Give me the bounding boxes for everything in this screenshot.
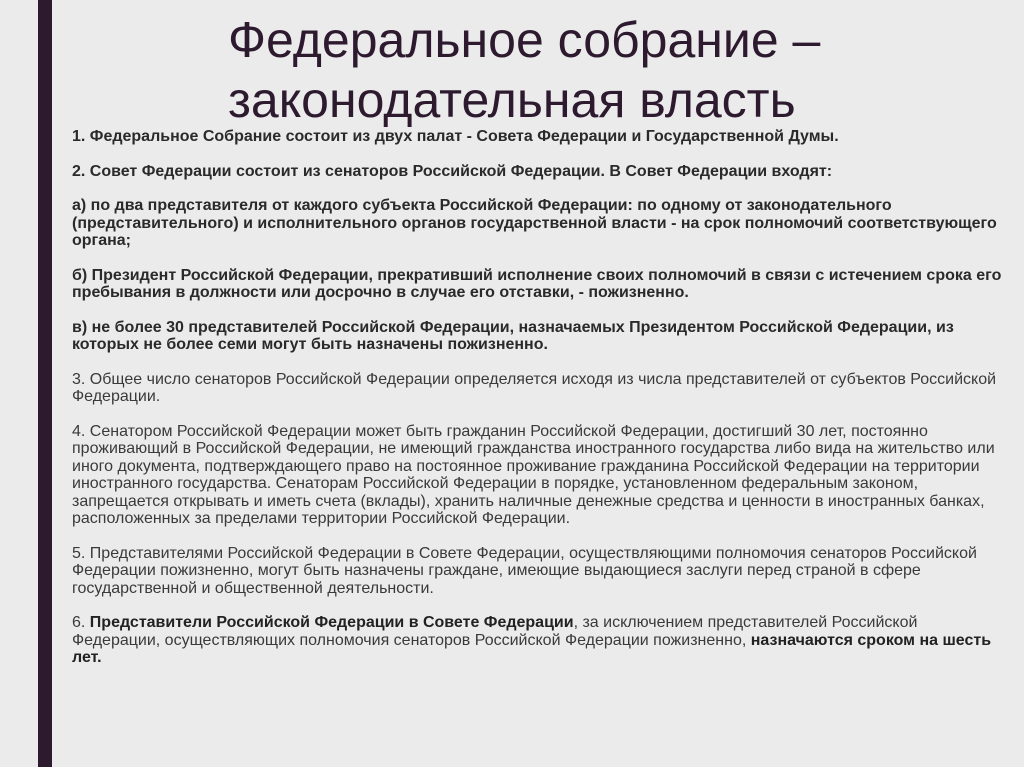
paragraph-2b: б) Президент Российской Федерации, прекративший исполнение своих полномочий в связи с истечением срока его пребывания в должности или досрочно в случае его отставки, - пожизненно. — [72, 266, 1002, 301]
paragraph-2: 2. Совет Федерации состоит из сенаторов Российской Федерации. В Совет Федерации входят: — [72, 162, 833, 180]
paragraph-6-number: 6. — [72, 614, 90, 631]
paragraph-2c: в) не более 30 представителей Российской Федерации, назначаемых Президентом Российской Федерации, из которых не более семи могут быть назначены пожизненно. — [72, 318, 954, 353]
paragraph-1: 1. Федеральное Собрание состоит из двух палат - Совета Федерации и Государственной Думы. — [72, 128, 839, 145]
slide-body — [72, 128, 1002, 684]
paragraph-2a: а) по два представителя от каждого субъекта Российской Федерации: по одному от законодательного (представительного) и исполнительного органов государственной власти - на срок полномочий соответствующего органа; — [72, 197, 997, 249]
paragraph-5: 5. Представителями Российской Федерации в Совете Федерации, осуществляющими полномочия сенаторов Российской Федерации пожизненно, могут быть назначены граждане, имеющие выдающиеся заслуги перед страной в сфере государственной и общественной деятельности. — [72, 544, 977, 597]
paragraph-6-middle: , за исключением представителей Российской Федерации, осуществляющих полномочия сенаторов Российской Федерации пожизненно, — [72, 614, 918, 649]
accent-side-bar — [38, 0, 52, 767]
paragraph-6 — [72, 614, 1002, 667]
slide-title — [228, 10, 988, 130]
paragraph-6-bold-end: назначаются сроком на шесть лет. — [72, 631, 992, 666]
slide-title-line-2: законодательная власть — [228, 72, 796, 128]
slide-title-line-1: Федеральное собрание – — [228, 12, 821, 68]
paragraph-6-bold-start: Представители Российской Федерации в Совете Федерации — [89, 614, 574, 631]
paragraph-4: 4. Сенатором Российской Федерации может быть гражданин Российской Федерации, достигший 30 лет, постоянно проживающий в Российской Федерации, не имеющий гражданства иностранного государства либо вида на жительство или иного документа, подтверждающего право на постоянное проживание гражданина Российской Федерации на территории иностранного государства. Сенаторам Российской Федерации в порядке, установленном федеральным законом, запрещается открывать и иметь счета (вклады), хранить наличные денежные средства и ценности в иностранных банках, расположенных за пределами территории Российской Федерации. — [72, 422, 995, 527]
paragraph-3: 3. Общее число сенаторов Российской Федерации определяется исходя из числа представителей от субъектов Российской Федерации. — [72, 370, 997, 405]
